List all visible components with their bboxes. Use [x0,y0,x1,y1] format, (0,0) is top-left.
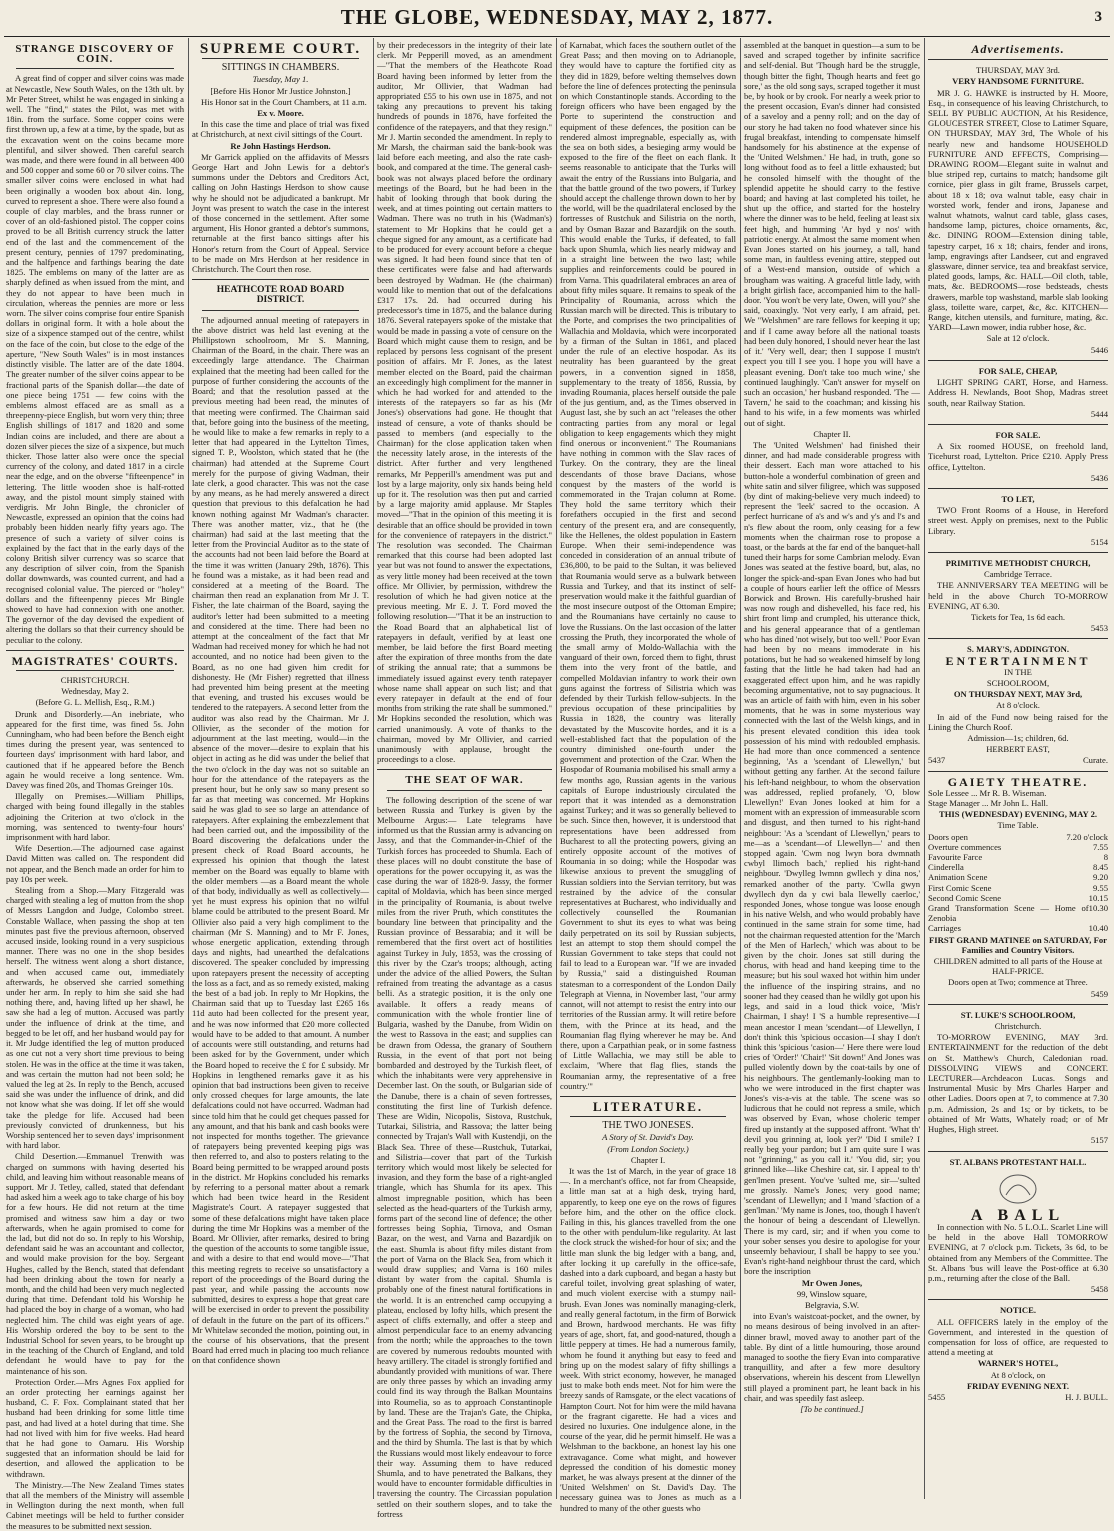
ad-title: FOR SALE. [995,429,1041,440]
ad-number: 5444 [1090,408,1108,419]
column-rule [373,38,374,1499]
case-paragraph: Protection Order.—Mrs Agnes Fox applied for an order protecting her earnings against her husband, C. F. Fox. Complainant stated that her husband had been drinking for some little time past, and had lived at a hotel during that time. She had not lived with him for five weeks. Had heard that he had gone to Oamaru. His Worship suggested that an information should be laid for desertion, and allowed the application to be withdrawn. [6,1376,184,1479]
ad-title: NOTICE. [999,1305,1037,1316]
case-paragraph: Drunk and Disorderly.—An inebriate, who appeared for the first time, was fined 5s. John Cunningham, who had been before the Bench eight times during the present year, was sentenced to fourteen days' imprisonment with hard labor, and cautioned that if he appeared before the Bench again he would receive a long sentence. Wm. Davey was fined 20s, and Thomas Greinger 10s. [6,708,184,791]
ad-line: FIRST GRAND MATINEE on SATURDAY, For Families and Country Visitors. [929,934,1107,955]
ad-title: VERY HANDSOME FURNITURE. [952,76,1084,87]
advertisement-cart [928,366,1108,419]
chapter-heading: Chapter I. [630,1154,666,1165]
divider [192,279,369,280]
ad-admission: Admission—1s; children, 6d. [967,732,1069,743]
time-table-time: 10.30 [1088,903,1108,914]
masthead-title: THE GLOBE, WEDNESDAY, MAY 2, 1877. [340,5,774,29]
ad-body: THE ANNIVERSARY TEA MEETING will be held in the above Church TO-MORROW EVENING, AT 6.30. [928,580,1108,611]
story-title: THE TWO JONESES. [602,1120,694,1132]
column-rule [924,38,925,1499]
article-body: by their predecessors in the integrity of their late clerk. Mr Pepperill moved, as an amendment—"That the members of the Heathcote Road Board having been informed by letter from the auditor, Mr Ollivier, that Wadman had appropriated £55 to his own use in 1875, and not taking any precautions to prevent his taking hundreds of pounds in 1876, have forfeited the confidence of the ratepayers, and that they resign." Mr J. Martin seconded the amendment. In reply to Mr Marsh, the chairman said the bank-book was laid before each meeting, and also the rate cash-book, and compared at the time. The general cash-book was not always placed before the ordinary meetings of the Board, but he had been in the habit of looking through that book during the week, and at times pointing out certain matters to Wadman. There was no truth in his (Wadman's) statement to Mr Hopkins that he could get a cheque signed for any amount, as a certificate had to be produced for every account before a cheque was signed. It had been found since that ten of these certificates were false and had afterwards been destroyed by Wadman. He (the chairman) would like to mention that out of the defalcations £317 17s. 2d. had occurred during his predecessor's time in 1875, and the balance during 1876. Several ratepayers spoke of the mistake that would be made in passing a vote of censure on the Board which might cause them to resign, and be replaced by persons less cognisant of the present position of affairs. Mr F. Jones, as the latest member elected on the Board, paid the chairman an exceedingly high compliment for the manner in which he had worked for and attended to the interests of the ratepayers so far as his (Mr Jones's) observations had gone. He thought that instead of censure, a vote of thanks should be passed to members (and especially to the Chairman) for the close application taken when the necessity lately arose, in the interests of the district. After further and very lengthened remarks, Mr Pepperill's amendment was put and lost by a large majority, only six hands being held up for it. The resolution was then put and carried by a large majority amid applause. Mr Staples moved—"That in the opinion of this meeting it is desirable that an office should be provided in town for the convenience of ratepayers in the district." The resolution was seconded. The Chairman remarked that this course had been adopted last year but was not found to answer the expectations, as very little money had been received at the town office. Mr Ollivier, by permission, withdrew the resolution of which he had given notice at the previous meeting. Mr E. J. T. Ford moved the following resolution—"That it be an instruction to the Road Board that an alphabetical list of ratepayers in default, verified by at least one member, be laid before the first Board meeting after the expiration of three months from the date of striking the annual rate; that a summons be immediately issued against every tenth ratepayer whose name shall appear on such list; and that every ratepayer in default at the end of four months from striking the rate shall be summoned." Mr Hopkins seconded the resolution, which was carried unanimously. A vote of thanks to the chairman, moved by Mr Ollivier, and carried unanimously with applause, brought the proceedings to a close. [377,40,552,765]
ad-date: THIS (WEDNESDAY) EVENING, MAY 2. [938,809,1098,820]
article-body: The adjourned annual meeting of ratepayers in the above district was held last evening at the Phillipstown schoolroom, Mr S. Manning, Chairman of the Board, in the chair. There was an exceedingly large attendance. The Chairman explained that the meeting had been called for the purpose of further considering the accounts of the Board; and that the resolution passed at the previous meeting had been read, the minutes of that meeting were confirmed. The Chairman said that, before going into the business of the meeting, he would like to make a few remarks in reply to a letter that had appeared in the Lyttelton Times, signed T. P., Woolston, which stated that he (the chairman) had attended at the Supreme Court merely for the purpose of giving Wadman, their late clerk, a good character. This was not the case by any means, as he had merely answered a direct question that previous to this defalcation he had known nothing against Mr Wadman's character. There was another matter, viz., that he (the chairman) had said at the last meeting that the letter from the Provincial Auditor as to the state of the accounts had not been laid before the Board at the time it was written (January 29th, 1876). This he found was a mistake, as it had been read and considered at a meeting of the Board. The chairman then read an explanation from Mr J. T. Fisher, the late chairman of the Board, saying the auditor's letter had been submitted to a meeting and considered at the time. There had been no attempt at the concealment of the fact that Mr Wadman had received money for which he had not accounted, and no notice had been given to the Board, as no one had given him credit for dishonesty. He (Mr Fisher) regretted that illness had prevented him being present at the meeting that evening, and trusted his excuses would be tendered to the ratepayers. A second letter from the auditor was also read by the Chairman. Mr J. Ollivier, as the seconder of the motion for adjournment at the last meeting, would—in the absence of the mover—desire to explain that his object in acting as he did was under the belief that the two o'clock in the day was not so suitable an hour for the attendance of the ratepayers as the present hour, but he only saw so many present so far as that meeting was concerned. Mr Hopkins said he was glad to see so large an attendance of ratepayers. After explaining the embezzlement that had been carried out, and the impossibility of the Board discovering the defalcations under the present check of Road Board accounts, he expressed his opinion that though the latest member on the Board was equally to blame with the older members —as a Board meant the whole of that body, individually as well as collectively—yet he must express his opinion that no wilful blame could be attributed to the present Board. Mr Ollivier also paid a very high compliment to the chairman (Mr S. Manning) and to Mr F. Jones, whose energetic application, extending through days and nights, had unearthed the defalcations discovered. The speaker concluded by impressing upon ratepayers present the necessity of accepting the loss as a fact, and as so remedy existed, making the best of a bad job. In reply to Mr Hopkins, the Chairman said that up to Tuesday last £265 16s 11d auto had been collected for the present year, and he was now informed that £20 more collected would have to be added to that amount. A number of accounts were still outstanding, and returns had been asked for by the Government, under which the Board hoped to receive the £ for £ subsidy. Mr Hopkins in lengthened remarks gave it as his opinion that bad instructions been given to receive only crossed cheques for large amounts, the late defalcations could not have occurred. Wadman had since told him that he could get cheques passed for any amount, and that his bank and cash books were not inspected for months together. The grievance of ratepayers being prevented keeping pigs was then referred to, and also to posters relating to the Board being permitted to be wrapped around posts in the district. Mr Hopkins concluded his remarks by referring to a personal matter about a remark which had been twice heard in the Resident Magistrate's Court. A ratepayer suggested that some of these defalcations might have taken place during the time Mr Hopkins was a member of the Board. Mr Ollivier, after remarks, desired to bring the question of the accounts to some tangible issue, and with a desire to that end would move—"That this meeting regrets to receive so unsatisfactory a report of the proceedings of the Board during the past year, and while passing the accounts now submitted, desires to express a hope that great care will be exercised in order to prevent the possibility of default in the future on the part of its officers." Mr Whitelaw seconded the motion, pointing out, in the course of his observations, that the present Board had erred much in placing too much reliance on that confidence shown [192,314,369,1366]
section-before: [Before His Honor Mr Justice Johnston.] [210,85,351,96]
ad-subtitle: Time Table. [997,820,1039,831]
ad-tickets: Tickets for Tea, 1s 6d each. [970,611,1066,622]
divider [928,552,1108,553]
ad-body: MR J. G. HAWKE is instructed by H. Moore, Esq., in consequence of his leaving Christchurch, to SELL BY PUBLIC AUCTION, At his Residence, GLOUCESTER STREET, Close to Latimer Square, ON THURSDAY, MAY 3rd, The Whole of his nearly new and handsome HOUSEHOLD FURNITURE AND EFFECTS, Comprising— DRAWING ROOM—Elegant suite in walnut and blue striped rep, curtains to match; handsome gilt cornice, pier glass in gilt frame, Brussels carpet, about 18 x 18; ova walnut table, easy chair in worsted work, fender and irons, Japanese and walnut whatnots, walnut card table, glass cases, handsome lamp, pictures, choice ornaments, &c, &c. DINING ROOM—Extension dining table, tapestry carpet, 16 x 18; chairs, fender and irons, lamp, engravings after Landseer, cut and engraved glassware, dinner service, tea and breakfast service, plated goods, lamps, &c. HALL—Oil cloth, table, mats, &c. BEDROOMS—rose bedsteads, chests drawers, marble top washstand, marble slab looking glass, toilette ware, carpet, &c, &c. KITCHEN—Range, kitchen utensils, and furniture, mating, &c. YARD—Lawn mower, india rubber hose, &c. [928,87,1108,333]
time-table [928,832,1108,934]
case-title: Ex v. Moore. [257,108,304,119]
time-table-row [928,893,1108,903]
time-table-item: Second Comic Scene [928,892,1002,903]
time-table-item: Carriages [928,923,961,934]
divider [560,1096,736,1097]
divider [16,68,174,69]
ad-place: WARNER'S HOTEL, [977,1358,1059,1369]
divider [928,771,1108,772]
column-4 [560,40,736,1513]
ad-sale-time: Sale at 12 o'clock. [986,333,1050,344]
advertisement-auction [928,65,1108,355]
ad-body: In connection with No. 5 L.O.L. Scarlet Line will be held in the above Hall TOMORROW EVENING, at 7 o'clock p.m. Tickets, 3s 6d, to be obtained from any Members of the Committee. The St. Albans 'bus will leave the Post-office at 6.30 p.m., returning after the close of the Ball. [928,1221,1108,1283]
ad-footer [928,755,1108,765]
divider [928,424,1108,425]
ad-number: 5453 [1090,623,1108,634]
case-paragraph: In this case the time and place of trial was fixed at Christchurch, at next civil sittings of the Court. [192,119,369,140]
ad-line: IN THE [1004,666,1032,677]
case-paragraph: Wife Desertion.—The adjourned case against David Mitten was called on. The respondent did not appear, and the Bench made an order for him to pay 10s per week. [6,843,184,884]
time-table-row [928,923,1108,933]
case-paragraph: Mr Garrick applied on the affidavits of Messrs George Hart and John Lewis for a debtor's summons under the Debtors and Creditors Act, calling on John Hastings Herdson to show cause why he should not be adjudicated a bankrupt. Mr Joynt was present to watch the case in the interest of those concerned in the settlement. After some argument, His Honor granted a debtor's summons, returnable at the first banco sittings after his Honor's return from the Court of Appeal. Service to be made on Mrs Herdson at her residence in Christchurch. The Court then rose. [192,151,369,275]
advertisement-to-let [928,494,1108,547]
ad-body: TO-MORROW EVENING, MAY 3rd. ENTERTAINMENT for the reduction of the debt on St. Matthew's Church, Caledonian road. DISSOLVING VIEWS and CONCERT. LECTURER—Archdeacon Lucas. Songs and Instrumental Music by Mrs Charles Harper and other Ladies. Doors open at 7, to commence at 7.30 p.m. Admission, 2s and 1s; or by tickets, to be obtained of Mr Watts, Whately road; or of Mr Hughes, High street. [928,1032,1108,1135]
advertisement-notice [928,1305,1108,1402]
time-table-item: Animation Scene [928,872,988,883]
advertisement-schoolroom [928,1010,1108,1146]
ad-title: S. MARY'S, ADDINGTON. [967,644,1069,655]
time-table-item: Grand Transformation Scene — Home of Zenobia [928,903,1089,924]
ad-number: 5436 [1090,472,1108,483]
article-title: HEATHCOTE ROAD BOARD DISTRICT. [216,285,345,306]
ad-number: 5458 [1090,1284,1108,1295]
time-table-time: 10.40 [1088,923,1108,934]
advertisement-entertainment [928,644,1108,765]
story-body: into Evan's waistcoat-pocket, and the owner, by no means desirous of being involved in an after-dinner brawl, moved away to another part of the table. By dint of a little humouring, those around managed to soothe the fiery Evan into comparative tranquillity, and after a few more desultory observations, wherein his descent from Llewellyn still played a prominent part, he leant back in his chair, and was speedily fast asleep. [744,1311,920,1403]
ad-line: CHILDREN admitted to all parts of the House at HALF-PRICE. [933,956,1103,977]
ad-body: In aid of the Fund now being raised for the Lining the Church Roof. [928,711,1108,732]
story-body: It was the 1st of March, in the year of grace 18—. In a merchant's office, not far from Cheapside, a little man sat at a high desk, trying hard, apparently, to keep one eye on the rows of figures before him, and the other on the office clock. Failing in this, his glances travelled from the one to the other with pendulum-like regularity. At last the clock struck the wished-for hour of six; and the little man slunk the big ledger with a bang, and, after locking it up carefully in the office-safe, dashed into a dark cupboard, and began a hasty but careful toilet, involving great splashing of water, and much violent exercise with a stumpy nail-brush. Evan Jones was nominally managing-clerk, and really general factotum, in the firm of Borwick and Brown, hardwood merchants. He was fifty years of age, short, fat, and good-natured, though a little peppery at times. He had a numerous family, whom he found it anything but easy to feed and bring up on the modest salary of fifty shillings a week. With strict economy, however, he managed just to make both ends meet. Not for him were the breezy sands of Ramsgate, or the elect vacations of Hampton Court. Not for him were the mild havana or the fragrant cigarette. He had a vices and desired no luxuries. One indulgence alone, in the course of the year, did he permit himself. He was a Welshman to the backbone, an honest lay his one extravagance. Come what might, and however depressed the condition of his domestic money market, he was always present at the dinner of the 'United Welshmen' on St. David's Day. The necessary guinea was to Jones as much as a hundred to many of the other guests who [560,1165,736,1513]
advertisement-house [928,430,1108,483]
column-6-advertisements [928,40,1108,1501]
time-table-time: 7.55 [1092,841,1108,852]
section-title: SUPREME COURT. [199,41,362,57]
ad-signature: HERBERT EAST, [986,744,1050,755]
ad-time: At 8 o'clock. [996,700,1040,711]
divider [928,1299,1108,1300]
time-table-row [928,883,1108,893]
ad-title: GAIETY THEATRE. [947,774,1089,789]
case-paragraph: Stealing from a Shop.—Mary Fitzgerald was charged with stealing a leg of mutton from the shop of Messrs Langdon and Judge, Colombo street. Constable Wallace, when passing the shop at ten minutes past five the previous afternoon, observed accused inside, looking round in a very suspicious manner. There was no one in the shop besides herself. The witness went along a short distance, and when accused came out, immediately afterwards, he observed she carried something under her arm. In reply to him she said she had nothing there, and, having lifted up her shawl, he saw she had a leg of mutton. Accused was partly under the influence of drink at the time, and begged to be let off, and her husband would pay for it. Mr Judge identified the leg of mutton produced as one cut not a very short time previous to being stolen. He was in the office at the time it was taken, and was certain the mutton had not been sold; he valued the leg at 2s. In reply to the Bench, accused said she was under the influence of drink, and did not know what she was doing. If let off she would take the pledge for life. Accused had been previously convicted of drunkenness, but his Worship sentenced her to seven days' imprisonment with hard labor. [6,885,184,1151]
time-table-row [928,832,1108,842]
ad-line: Stage Manager ... Mr John L. Hall. [928,798,1049,808]
ball-illustration [964,1169,1072,1209]
divider [570,1116,726,1117]
ad-title: FOR SALE, CHEAP, [978,365,1058,376]
time-table-row [928,903,1108,923]
card-location: Belgravia, S.W. [804,1299,860,1310]
case-paragraph: Child Desertion.—Emmanuel Trenwith was charged on summons with having deserted his child, and leaving him without reasonable means of support. Mr J. Tetley, called, stated that defendant had asked him a week ago to take charge of his boy for a few hours. He did not return at the time promised and witness saw him a day or two afterwards, when he again promised to come for the lad, but did not do so. In reply to his Worship, defendant said he was an accountant and collector, and would make provision for the boy. Sergeant Hughes, called by the Bench, stated that defendant had been drinking about the town for nearly a month, and the child had been very much neglected during that time. Defendant told his Worship he had placed the boy in charge of a woman, who had neglected him. The child was eight years of age. His Worship ordered the boy to be sent to the Industrial School for seven years, to be brought up in the teaching of the Church of England, and told defendant he would have to pay for the maintenance of his son. [6,1151,184,1376]
masthead-rule [4,36,1110,37]
story-body: The 'United Welshmen' had finished their dinner, and had made considerable progress with their dessert. Each man wore attached to his button-hole a wonderful combination of green and white satin and silver filigree, which was supposed (by dint of making-believe very much indeed) to represent the 'leek' sacred to the occasion. A perfect hurricane of a's and w's and y's and l's and n's flew about the room, only ceasing for a few moments when the chairman rose to propose a toast, or the bards at the far end of the banquet-hall tuned their harps for some Cambrian melody. Evan Jones was seated at the festive board, but, alas, no longer the spick-and-span Evan Jones who had but a couple of hours earlier left the office of Messrs Borwick and Brown. His carefully-brushed hair was now rough and dishevelled, his face red, his shirt front limp and crumpled, his utterance thick, and his general appearance that of a gentleman who has dined 'not wisely, but too well.' Poor Evan had been by no means immoderate in his potations, but he had so weakened himself by long fasting that the little he had taken had had an exaggerated effect upon him, and he was rapidly becoming argumentative, not to say pugnacious. It was an article of faith with him, even in his sober moments, that he was in some mysterious way connected with the last of the Welsh kings, and in his present elevated condition this idea took possession of his mind with redoubled emphasis. He had more than once commenced a sentence beginning, 'As a 'scendant of Llewellyn,' but without getting any farther. At the second failure his left-hand neighbour, to whom the observation was addressed, replied profanely, 'O, blow Llewellyn!' Evan Jones looked at him for a moment with an expression of immeasurable scorn and disgust, and then turned to his right-hand neighbour: 'As a 'scendant of Llewellyn,' pears to me—as a 'scendant—of Llewellyn—' and then stopped again. 'Cwm nog lwyn bora dwmnath cwbyl llimoch bach,' replied his right-hand neighbour. 'Dwylleg lwmnn gwllech y dina nos,' remarked another of the party. 'Cwlla gwyn dwyllech dyn da y cwi bala llewelly caerloc,' responded Jones, whose tongue was loose enough in his native Welsh, and who would probably have continued in the same strain for some time, had not the chairman requested attention for the 'March of the Men of Harlech,' which was about to be given by the choir. Jones sat still during the chorus, with head and hand keeping time to the measure; but his soul waxed hot within him under the influence of the inspiring strains, and no sooner had they ceased than he wildly got upon his legs, and said in a loud thick voice, 'Mis'r Chairman, I shay! I 'S a humble representive—I mean ancestor I mean 'scendant—of Llewellyn, I don't think this 'spicious occasion—I shay I don't think this 'spicious 'casion—' Here there were loud cries of 'Order!' 'Chair!' 'Sit down!' And Jones was pulled violently down by the coat-tails by one of his neighbours. The gentlemanly-looking man to who we were introduced in the first chapter was Jones's vis-a-vis at the table. The scene was so ludicrous that he could not repress a smile, which was observed by Evan, whose choleric temper fired up instantly at the supposed affront. 'What th' devil you grinning at, look yer?' 'Did I smile? I really beg your pardon; but I am quite sure I was not "grinning," as you call it.' 'You did, sir; you grinned like—like Cheshire cat, sir. I appeal to th' gen'lmen present. You've 'sulted me, sir—'sulted me grossly. Name's Jones; very good name; 'scendant of Llewellyn; and I 'mand 'sfaction of a gen'lman.' 'My name is Jones, too, though I haven't the honour of being a descendant of Llewellyn. There is my card, sir; and if when you come to your sober senses you desire to apologise for your unseemly behaviour, I shall be happy to see you.' Evan's right-hand neighbour thrust the card, which bore the inscription [744,439,920,1277]
section-title: MAGISTRATES' COURTS. [11,653,179,668]
ad-role: Curate. [1082,755,1108,766]
ad-signature: H. J. BULL. [1065,1391,1108,1402]
ad-body: LIGHT SPRING CART, Horse, and Harness. Address H. Newlands, Boot Shop, Madras street south, near Railway Station. [928,377,1108,408]
ad-headline: A BALL [970,1206,1066,1224]
ad-line: Sole Lessee ... Mr R. B. Wiseman. [928,787,1047,798]
ads-header: Advertisements. [971,42,1065,56]
column-rule [556,38,557,1499]
section-subtitle: SITTINGS IN CHAMBERS. [221,62,340,74]
ad-number: 5437 [928,755,946,766]
ad-number: 5446 [1090,344,1108,355]
divider [928,488,1108,489]
ad-date: ON THURSDAY NEXT, MAY 3rd, [953,689,1083,700]
time-table-item: Favourite Farce [928,852,983,863]
divider [387,790,542,791]
divider [928,1151,1108,1152]
ad-footer [928,1392,1108,1402]
divider [928,1004,1108,1005]
ad-title: ST. LUKE'S SCHOOLROOM, [960,1009,1076,1020]
divider [928,638,1108,639]
article-body: A great find of copper and silver coins was made at Newcastle, New South Wales, on the 13th ult. by Mr Peter Street, whilst he was engaged in sinking a well. The "find," states the Pilot, was met with 18in. from the surface. Some copper coins were first thrown up, a few at a time, by the spade, but as the excavation went on the coins became more plentiful, and silver showed. Then careful search was made, and there were found in all between 400 and 500 copper and some 60 or 70 silver coins. The smaller silver coins were enclosed in what had been originally a wooden box about 4in. long, curved to represent a shoe. There were also found a couple of clay marbles, and the brass runner or cover of an old-fashioned pistol. The copper coins proved to be all British currency struck the latter end of the last and the commencement of the present century, pennies of 1797 predominating, and the halfpence and farthings bearing the date 1825. The emblems on many of the latter are as sharply defined as when issued from the mint, and they do not appear to have been much in circulation, whereas the pennies are more or less worn. The silver coins comprise four entire Spanish dollars in original form. It with a hole about the size of a sixpence stamped out of the centre, whilst on the face of the coin, but close to the edge of the aperture, "New South Wales" is in most instances distinctly visible. The latter are of the date 1804. The greater number of the silver coins appear to be fractional parts of the Spanish dollar—the date of one piece being 1751 — few coins with the emblems almost effaced are as small as a threepenny-piece English, but worn very thin; three English shillings of 1817 and 1820 and some Indian coins are included, and there are about a dozen silver pieces the size of a sixpence, but much thicker. Those latter also were once the special currency of the colony, and dated 1817 in a circle near the edge, and on the obverse "fifteenpence" in lettering. The little wooden shoe is half-rotted away, and the pistol mount simply stained with verdigris. Mr John Bingle, the chronicler of Newcastle, expressed an opinion that the coins had probably been hidden nearly fifty years ago. The presence of such a variety of silver coins is explained by the fact that in the early days of the colony British silver currency was so scarce that any description of silver coin, from the Spanish dollar downwards, was counted current, and had a recognised colonial value. The pierced or "holey" dollars and the fifteenpenny pieces Mr Bingle showed to have had connexion with one another. The governor of the day devised the expedient of altering the dollars so that their currency should be peculiar to the colony. [6,73,184,645]
divider [202,310,359,311]
story-source: (From London Society.) [607,1143,689,1154]
ad-number: 5459 [1090,988,1108,999]
card-name: Mr Owen Jones, [801,1277,863,1288]
story-body: assembled at the banquet in question—a sum to be saved and scraped together by infinite sacrifice and self-denial. But 'Though hard be the struggle, though bitter the fight, Though hearts and feet go sore,' as the old song says, scraped together it must be, by hook or by crook. For nearly a week prior to the present occasion, Evan's dinner had consisted of a saveloy and a penny roll; and on the day of our story he had taken no food whatever since his frugal breakfast, intending to compensate himself handsomely for his abstinence at the expense of the 'United Welshmen.' He had, in truth, gone so long without food as to feel a little exhausted; but he consoled himself with the thought of the splendid appetite he should carry to the festive board; and having at last completed his toilet, he shut up the office, and started for the hostelry where the dinner was to be held, feeling at least six feet high, and humming 'Ar hyd y nos' with patriotic energy. At almost the same moment when Evan Jones started on his journey, a tall, hand some man, in faultless evening attire, stepped out of a West-end mansion, outside of which a brougham was waiting. A graceful little lady, with a bright girlish face, accompanied him to the hall-door. 'You won't be very late, Owen, will you?' she said, coaxingly. 'Not very early, I am afraid, pet. We "Welshmen" are rare fellows for keeping it up; and if I came away before all the national toasts had been duly honored, I should never hear the last of it.' 'Very well, dear; then I suppose I mustn't expect you till I see you. I hope you will have a pleasant evening. Don't take too much wine,' she continued laughingly. 'Can't answer for myself on such an occasion,' her husband responded. 'The — Tavern,' he said to the coachman; and kissing his hand to his wife, in a few moments was whirled out of sight. [744,40,920,428]
news-paragraph: His Honor sat in the Court Chambers, at 11 a.m. [201,96,367,107]
divider [202,58,359,59]
time-table-row [928,852,1108,862]
article-title: STRANGE DISCOVERY OF COIN. [15,43,175,66]
case-title: Re John Hastings Herdson. [230,140,331,151]
column-5 [744,40,920,1501]
time-table-item: Cinderella [928,862,964,873]
ad-time: At 8 o'clock, on [990,1369,1046,1380]
ad-day: THURSDAY, MAY 3rd. [976,65,1060,76]
chapter-heading: Chapter II. [813,428,851,439]
ad-number: 5154 [1090,536,1108,547]
story-subtitle: A Story of St. David's Day. [602,1132,694,1143]
continued-note: [To be continued.] [800,1404,864,1415]
time-table-time: 9.55 [1092,882,1108,893]
time-table-time: 8.45 [1092,862,1108,873]
divider [377,769,552,770]
time-table-item: Doors open [928,831,968,842]
ad-line: Doors open at Two; commence at Three. [948,977,1088,988]
column-3 [377,40,552,1519]
ad-line: SCHOOLROOM, [986,677,1050,688]
article-body: The following description of the scene of war between Russia and Turkey is given by the Melbourne Argus:— Late telegrams have informed us that the Russian army is advancing on Jassy, and that the Commander-in-Chief of the Turkish forces has proceeded to Shumla. Each of these places will no doubt constitute the base of operations for the power occupying it, as was the case during the war of 1828-9. Jassy, the former capital of Moldavia, which has been since merged in the principality of Roumania, is about twelve miles from the river Pruth, which constitutes the boundary line between that principality and the Russian province of Bessarabia; and it will be remembered that the first overt act of hostilities against Turkey in July, 1853, was the crossing of this river by the Czar's troops; although, acting under the advice of the allied Powers, the Sultan refrained from treating the advantage as a casus belli. As a strategic position, it is the only one available. It offers a ready means of communication with the whole frontier line of Bulgaria, washed by the Danube, from Widin on the west to Rassova in the east; and supplies can be drawn from Odessa, the granary of Southern Russia, in the event of that port not being bombarded and destroyed by the Turkish fleet, of which the inhabitants were very apprehensive in December last. On the south, or Bulgarian side of the Danube, there is a chain of seven fortresses, constituting the first line of Turkish defence. These are Widin, Nicopolis, Sistova, Rustchuk, Tutarkai, Silistria, and Rassova; the latter being connected by Trajan's Wall with Kustendji, on the Black Sea. Three of these—Rustchuk, Tutarkai, and Silistria—cover that part of the Turkish territory which would most likely be selected for invasion, and they form the base of a right-angled triangle, which has Shumla for its apex. This almost impregnable position, which has been selected as the head-quarters of the Turkish army, forms part of the second line of defence; the other fortresses being Sophia, Tirnova, and Osman Bazar, on the west, and Varna and Bazardjik on the east. Shumla is about fifty miles distant from the port of Varna on the Black Sea, from which it would draw supplies; and Varna is 160 miles distant by water from the capital. Shumla is probably one of the finest natural fortifications in the world. It is an entrenched camp occupying a plateau, enclosed by lofty hills, which present the aspect of cliffs externally, and offer a steep and almost perpendicular face to an enemy advancing from the north; while the approaches to the town are covered by numerous redoubts mounted with heavy artillery. The citadel is strongly fortified and abundantly provided with munitions of war. There are only three passes by which an invading army could find its way through the Balkan Mountains into Roumelia, so as to approach Constantinople by land. These are the Trajan's Gate, the Chipka, and the Great Pass. The road to the first is barred by the fortress of Sophia, the second by Tirnova, and the third by Shumla. The last is that by which the Russians would most likely endeavour to force their way. Assuming them to have reduced Shumla, and to have penetrated the Balkans, they would have to encounter formidable difficulties in traversing the country. The Circassian population settled on their southern slopes, and to take the fortress [377,794,552,1519]
time-table-time: 9.20 [1092,872,1108,883]
ad-title: ST. ALBANS PROTESTANT HALL. [949,1156,1087,1167]
time-table-time: 8 [1103,852,1108,863]
ad-number: 5157 [1090,1135,1108,1146]
time-table-row [928,862,1108,872]
news-paragraph: The Ministry.—The New Zealand Times states that all the members of the Ministry will assemble in Wellington during the next month, when full Cabinet meetings will be held to further consider the measures to be submitted next session. [6,1479,184,1531]
time-table-time: 7.20 o'clock [1066,831,1108,842]
ad-subtitle: Cambridge Terrace. [984,569,1052,580]
card-address: 99, Winslow square, [796,1288,868,1299]
divider [928,360,1108,361]
time-table-time: 10.15 [1088,892,1108,903]
section-subtitle: CHRISTCHURCH. [60,674,130,685]
section-date: Wednesday, May 2. [61,686,129,697]
ad-title: PRIMITIVE METHODIST CHURCH, [945,557,1091,568]
divider [928,59,1108,60]
advertisement-theatre [928,774,1108,999]
time-table-item: First Comic Scene [928,882,992,893]
time-table-row [928,872,1108,882]
ad-title: TO LET, [1001,493,1035,504]
time-table-item: Overture commences [928,841,1002,852]
ad-body: ALL OFFICERS lately in the employ of the Government, and interested in the question of compensation for loss of office, are requested to attend a meeting at [928,1316,1108,1358]
ad-body: A Six roomed HOUSE, on freehold land, Ticehurst road, Lyttelton. Price £210. Apply Press office, Lyttelton. [928,441,1108,472]
section-title: LITERATURE. [592,1098,704,1114]
column-2 [192,40,369,1501]
section-date: Tuesday, May 1. [252,74,309,85]
divider [6,650,184,651]
article-body: of Karnabat, which faces the southern outlet of the Great Pass; and then moving on to Adrianople, they would have to capture the fortified city as they did in 1829, before welting themselves down before the line of defences protecting the peninsula on which Constantinople stands. According to the foreign officers who have been engaged by the Porte to superintend the construction and equipment of these defences, the position can be rendered almost impregnable, especially as, with the sea on both sides, a besieging army would be exposed to the fire of the fleet on each flank. It seems reasonable to anticipate that the Turks will await the entry of the Russians into Bulgaria, and that the battle ground of the two powers, if Turkey should accept the challenge thrown down to her by the world, will be the quadrilateral enclosed by the fortresses of Rustchuk and Silistria on the north, and by Osman Bazar and Bazardjik on the south. This would enable the Turks, if defeated, to fall back upon Shumla, which lies nearly midway and in a straight line between the two last; while supplies and reinforcements could be poured in from Varna. This quadrilateral embraces an area of about fifty miles square. It remains to speak of the Principality of Roumania, across which the Russian march will be directed. This is tributary to the Porte, and comprises the two principalities of Wallachia and Moldavia, which were incorporated by a firman of the Sultan in 1861, and placed under the rule of an elective hospodar. As its neutrality has been guaranteed by the great powers, in a convention signed in 1858, supplementary to the treaty of 1856, Russia, by invading Roumania, places herself outside the pale of the jus gentium, and, as the Times observed in August last, she by such an act "releases the other contracting parties from any moral or legal obligation to keep engagements which they might find onerous or inconvenient." The Roumanians have nothing in common with the Slav races of Turkey. On the contrary, they are the lineal descendants of those brave Dacians, whose conquest by the masters of the world is commemorated in the Trajan column at Rome. They hold the same territory which their forefathers occupied in the first and second century of the present era, and are consequently, like the Hellenes, the oldest population in Eastern Europe. When their semi-independence was conceded in consideration of an annual tribute of £36,800, to be paid to the Sultan, it was believed that Roumania would serve as a bulwark between Russia and Turkey, and that its instinct of self-preservation would make it the faithful guardian of the most insecure outpost of the Ottoman Empire; and the Roumanians have certainly no cause to love the Russians. On the last occasion of the latter crossing the Pruth, they incorporated the whole of the small army of Moldo-Wallachia with the vanguard of their own, forced them to fight, thrust them into the very front of the battle, and compelled Moldavian infantry to work their own guns against the fortress of Silistria which was defended by their Turkish fellow-subjects. In the previous occupation of these principalities by Russia in 1828, the country was literally devastated by the Muscovite hordes, and it is a well-established fact that the population of the country diminished one-fourth under the government and protection of the Czar. When the Hospodar of Roumania mobilised his small army a few months ago, Russian agents in the various capitals of Europe industriously circulated the report that it was intended as a demonstration against Turkey; and it was so generally believed to be such. Since then, however, it is understood that representations have been addressed from Bucharest to all the protecting powers, giving an entirely opposite account of the motives of Roumania in so doing; while the Hospodar was likewise anxious to prevent the smuggling of Russian soldiers into the Servian territory, but was restrained by the advice of the consular representatives at Bucharest, who individually and collectively counselled the Roumanian Government to shut its eyes to what was being daily perpetrated on its soil by Russian subjects, lest an attempt to stop them should compel the Russian Government to take steps that could not fail to lead to a European war. "If we are invaded by Russia," said a distinguished Rouman statesman to a correspondent of the London Daily Telegraph at Vienna, in November last, "our army cannot, will not attempt to resist the entry into our territories of the Russian army. It will retire before them, with the Prince at its head, and the Roumanian flag flying wherever he may be. And there, upon a Carpathian peak, or in some fastness of Little Wallachia, we may still be able to exclaim, 'Where that flag flies, stands the Roumanian army, the representative of a free country.'" [560,40,736,1091]
column-rule [188,38,189,1499]
article-title: THE SEAT OF WAR. [405,774,524,787]
ad-date: FRIDAY EVENING NEXT. [966,1380,1070,1391]
advertisement-ball [928,1157,1108,1295]
ad-body: TWO Front Rooms of a House, in Hereford street west. Apply on premises, next to the Public Library. [928,505,1108,536]
ad-number: 5455 [928,1391,946,1402]
ad-headline: ENTERTAINMENT [945,653,1091,668]
column-1 [6,40,184,1531]
section-before: (Before G. L. Mellish, Esq., R.M.) [35,697,155,708]
masthead [0,0,1114,36]
divider [16,670,174,671]
advertisement-church-tea [928,558,1108,633]
column-rule [740,38,741,1499]
ad-subtitle: Christchurch. [994,1021,1042,1032]
page-number: 3 [1094,9,1102,25]
time-table-row [928,842,1108,852]
case-paragraph: Illegally on Premises.—William Phillips, charged with being found illegally in the stables adjoining the Criterion at two o'clock in the morning, was sentenced to twenty-four hours' imprisonment with hard labor. [6,791,184,843]
